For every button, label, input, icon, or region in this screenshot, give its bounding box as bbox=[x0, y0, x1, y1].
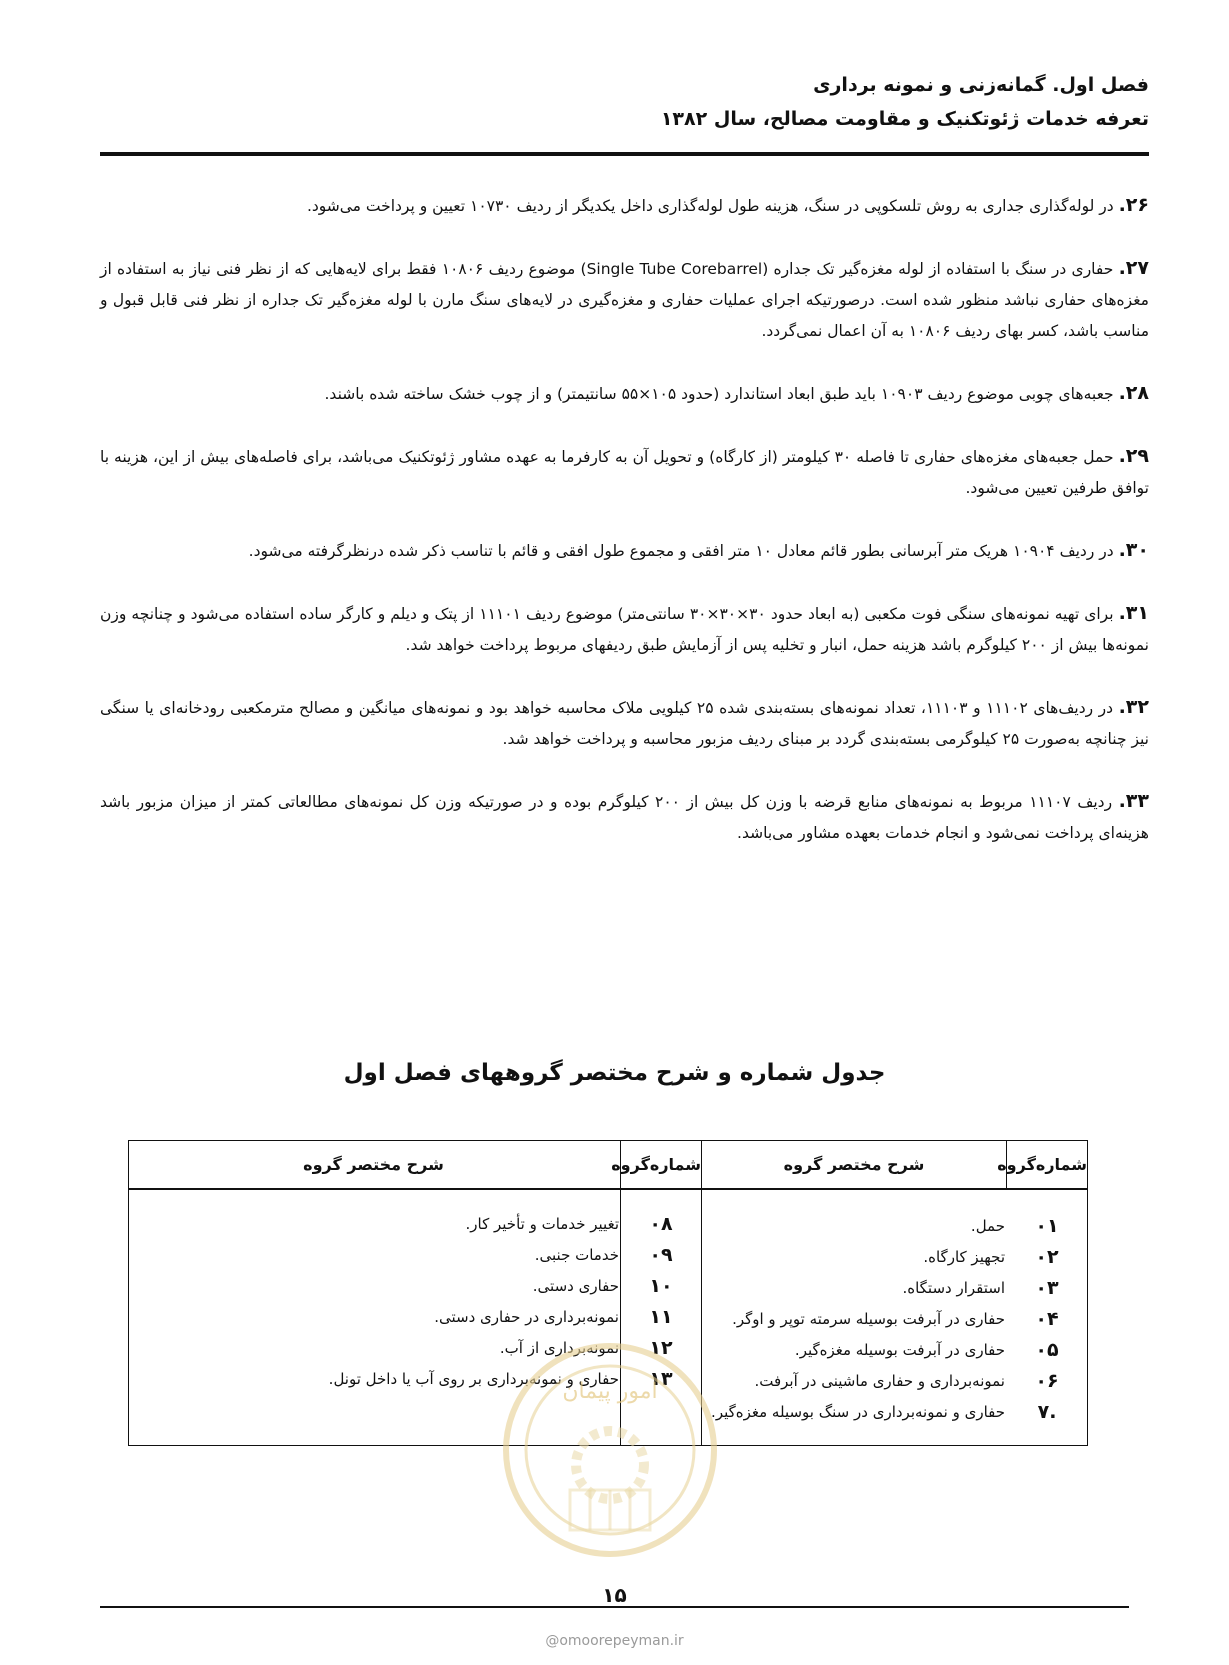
group-description: نمونه‌برداری در حفاری دستی. bbox=[434, 1308, 619, 1326]
note-text: حفاری در سنگ با استفاده از لوله مغزه‌گیر تک جداره (Single Tube Corebarrel) موضوع ردیف ۱۰۸۰۶ فقط برای لایه‌هایی که از نظر فنی نیاز به استفاده از مغزه‌های حفاری نباشد منظور شده است. درصورتیکه اجرای عملیات حفاری و مغزه‌گیری در لایه‌های سنگ مارن با لوله مغزه‌گیر تک جداره از نظر فنی قابل قبول و مناسب باشد، کسر بهای ردیف ۱۰۸۰۶ به آن اعمال نمی‌گردد. bbox=[100, 260, 1149, 340]
note-item bbox=[100, 190, 1149, 222]
group-number: ۰۴ bbox=[1035, 1308, 1059, 1330]
group-description: حفاری در آبرفت بوسیله مغزه‌گیر. bbox=[794, 1341, 1005, 1359]
group-number: ۰۹ bbox=[649, 1244, 673, 1266]
group-description: حفاری و نمونه‌برداری در سنگ بوسیله مغزه‌گیر. bbox=[711, 1403, 1005, 1421]
note-item bbox=[100, 692, 1149, 755]
note-item bbox=[100, 535, 1149, 567]
header-group-desc-left: شرح مختصر گروه bbox=[303, 1155, 444, 1174]
group-number: ۰۶ bbox=[1035, 1370, 1059, 1392]
group-number: ۱۱ bbox=[649, 1306, 673, 1328]
group-number: ۰۲ bbox=[1035, 1246, 1059, 1268]
group-description: نمونه‌برداری و حفاری ماشینی در آبرفت. bbox=[754, 1372, 1005, 1390]
group-description: تغییر خدمات و تأخیر کار. bbox=[465, 1215, 619, 1233]
group-description: استقرار دستگاه. bbox=[902, 1279, 1005, 1297]
note-text: حمل جعبه‌های مغزه‌های حفاری تا فاصله ۳۰ کیلومتر (از کارگاه) و تحویل آن به کارفرما به عهده مشاور ژئوتکنیک می‌باشد، برای فاصله‌های بیش از این، هزینه با توافق طرفین تعیین می‌شود. bbox=[100, 448, 1149, 497]
group-description: حفاری دستی. bbox=[532, 1277, 619, 1295]
note-item bbox=[100, 253, 1149, 347]
page-number: ۱۵ bbox=[602, 1583, 627, 1607]
group-description: حفاری در آبرفت بوسیله سرمته توپر و اوگر. bbox=[732, 1310, 1005, 1328]
note-number: ۲۷. bbox=[1118, 257, 1149, 279]
note-number: ۲۹. bbox=[1118, 445, 1149, 467]
notes-list bbox=[100, 190, 1149, 880]
header-divider bbox=[100, 152, 1149, 156]
group-number: ۰۸ bbox=[649, 1213, 673, 1235]
group-number: .۷ bbox=[1037, 1401, 1057, 1423]
note-text: در ردیف ۱۰۹۰۴ هریک متر آبرسانی بطور قائم معادل ۱۰ متر افقی و مجموع طول افقی و قائم با تناسب ذکر شده درنظرگرفته می‌شود. bbox=[248, 542, 1114, 560]
note-number: ۳۰. bbox=[1118, 539, 1149, 561]
group-description: تجهیز کارگاه. bbox=[923, 1248, 1005, 1266]
note-text: جعبه‌های چوبی موضوع ردیف ۱۰۹۰۳ باید طبق ابعاد استاندارد (حدود ۱۰۵×۵۵ سانتیمتر) و از چوب خشک ساخته شده باشند. bbox=[324, 385, 1114, 403]
group-number: ۰۳ bbox=[1035, 1277, 1059, 1299]
note-text: برای تهیه نمونه‌های سنگی فوت مکعبی (به ابعاد حدود ۳۰×۳۰×۳۰ سانتی‌متر) موضوع ردیف ۱۱۱۰۱ از پتک و دیلم و کارگر ساده استفاده می‌شود و چنانچه وزن نمونه‌ها بیش از ۲۰۰ کیلوگرم باشد هزینه حمل، انبار و تخلیه پس از آزمایش طبق ردیفهای مربوط پرداخت خواهد شد. bbox=[100, 605, 1149, 654]
header-group-number-left: شماره‌گروه bbox=[611, 1155, 701, 1174]
group-number: ۱۲ bbox=[649, 1337, 673, 1359]
group-number: ۱۳ bbox=[649, 1368, 673, 1390]
group-number: ۱۰ bbox=[649, 1275, 673, 1297]
note-item bbox=[100, 786, 1149, 849]
header-group-desc-right: شرح مختصر گروه bbox=[783, 1155, 925, 1174]
note-number: ۳۳. bbox=[1118, 790, 1149, 812]
watermark-seal bbox=[500, 1340, 720, 1560]
note-number: ۳۲. bbox=[1118, 696, 1149, 718]
group-description: خدمات جنبی. bbox=[534, 1246, 619, 1264]
header-group-number-right: شماره‌گروه bbox=[997, 1155, 1087, 1174]
note-number: ۲۸. bbox=[1118, 382, 1149, 404]
group-description: نمونه‌برداری از آب. bbox=[499, 1339, 619, 1357]
chapter-title: فصل اول. گمانه‌زنی و نمونه برداری bbox=[813, 74, 1149, 96]
note-item bbox=[100, 378, 1149, 410]
table-header-divider bbox=[129, 1188, 1087, 1190]
group-number: ۰۵ bbox=[1035, 1339, 1059, 1361]
note-text: ردیف ۱۱۱۰۷ مربوط به نمونه‌های منابع قرضه با وزن کل بیش از ۲۰۰ کیلوگرم بوده و در صورتیکه وزن کل نمونه‌های مطالعاتی کمتر از میزان مزبور باشد هزینه‌ای پرداخت نمی‌شود و انجام خدمات بعهده مشاور می‌باشد. bbox=[100, 793, 1149, 842]
page-header bbox=[100, 68, 1149, 136]
note-number: ۳۱. bbox=[1118, 602, 1149, 624]
watermark-text: امور پیمان bbox=[562, 1379, 658, 1404]
note-item bbox=[100, 441, 1149, 504]
group-description: حمل. bbox=[970, 1217, 1005, 1235]
table-title: جدول شماره و شرح مختصر گروههای فصل اول bbox=[343, 1060, 886, 1086]
site-watermark: @omoorepeyman.ir bbox=[545, 1633, 684, 1649]
group-number: ۰۱ bbox=[1035, 1215, 1059, 1237]
note-item bbox=[100, 598, 1149, 661]
note-number: ۲۶. bbox=[1118, 194, 1149, 216]
note-text: در لوله‌گذاری جداری به روش تلسکوپی در سنگ، هزینه طول لوله‌گذاری داخل یکدیگر از ردیف ۱۰۷۳۰ تعیین و پرداخت می‌شود. bbox=[306, 197, 1114, 215]
document-title: تعرفه خدمات ژئوتکنیک و مقاومت مصالح، سال ۱۳۸۲ bbox=[660, 108, 1149, 130]
group-description: حفاری و نمونه‌برداری بر روی آب یا داخل تونل. bbox=[328, 1370, 619, 1388]
note-text: در ردیف‌های ۱۱۱۰۲ و ۱۱۱۰۳، تعداد نمونه‌های بسته‌بندی شده ۲۵ کیلویی ملاک محاسبه خواهد بود و نمونه‌های میانگین و مصالح مترمکعبی رودخانه‌ای یا سنگی نیز چنانچه به‌صورت ۲۵ کیلوگرمی بسته‌بندی گردد بر مبنای ردیف مزبور محاسبه و پرداخت خواهد شد. bbox=[100, 699, 1149, 748]
